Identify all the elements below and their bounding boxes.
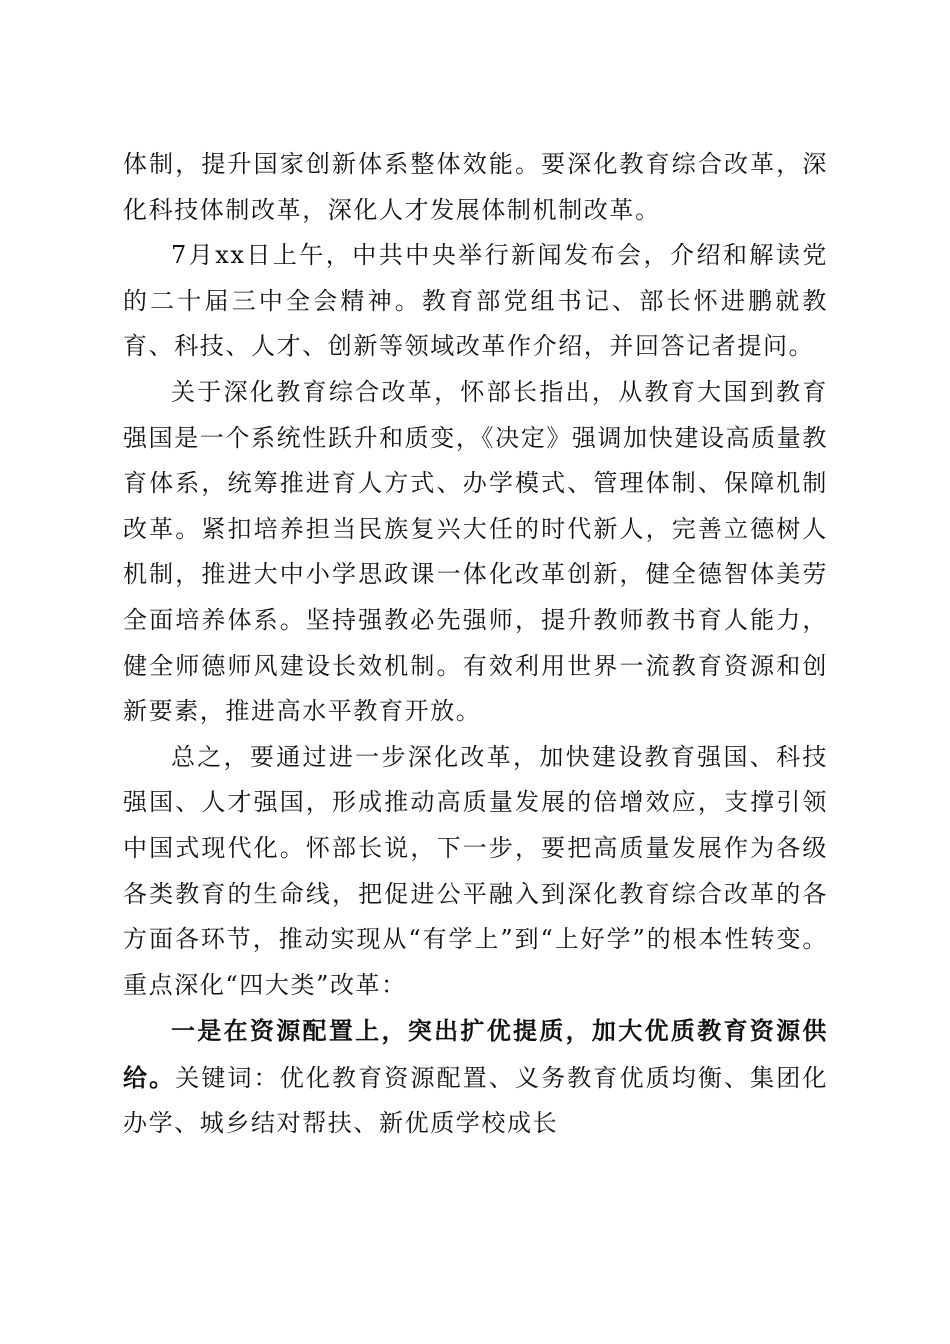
paragraph-summary: 总之，要通过进一步深化改革，加快建设教育强国、科技强国、人才强国，形成推动高质量发展的倍增效应，支撑引领中国式现代化。怀部长说，下一步，要把高质量发展作为各级各类教育的生命线，把促进公平融入到深化教育综合改革的各方面各环节，推动实现从“有学上”到“上好学”的根本性转变。重点深化“四大类”改革：	[123, 742, 828, 999]
paragraph-press-conference: 7月xx日上午，中共中央举行新闻发布会，介绍和解读党的二十届三中全会精神。教育部党组书记、部长怀进鹏就教育、科技、人才、创新等领域改革作介绍，并回答记者提问。	[123, 241, 828, 361]
paragraph-lead-bold: 一是在资源配置上，突出扩优提质，加大优质教育资源供给。	[123, 1016, 828, 1092]
paragraph-continuation: 体制，提升国家创新体系整体效能。要深化教育综合改革，深化科技体制改革，深化人才发展体制机制改革。	[123, 150, 828, 224]
paragraph-keywords: 关键词：优化教育资源配置、义务教育优质均衡、集团化办学、城乡结对帮扶、新优质学校成长	[123, 1063, 828, 1138]
paragraph-resource-allocation	[123, 1008, 828, 1147]
paragraph-education-reform: 关于深化教育综合改革，怀部长指出，从教育大国到教育强国是一个系统性跃升和质变，《决定》强调加快建设高质量教育体系，统筹推进育人方式、办学模式、管理体制、保障机制改革。紧扣培养担当民族复兴大任的时代新人，完善立德树人机制，推进大中小学思政课一体化改革创新，健全德智体美劳全面培养体系。坚持强教必先强师，提升教师教书育人能力，健全师德师风建设长效机制。有效利用世界一流教育资源和创新要素，推进高水平教育开放。	[123, 377, 828, 726]
document-body	[123, 142, 828, 1147]
